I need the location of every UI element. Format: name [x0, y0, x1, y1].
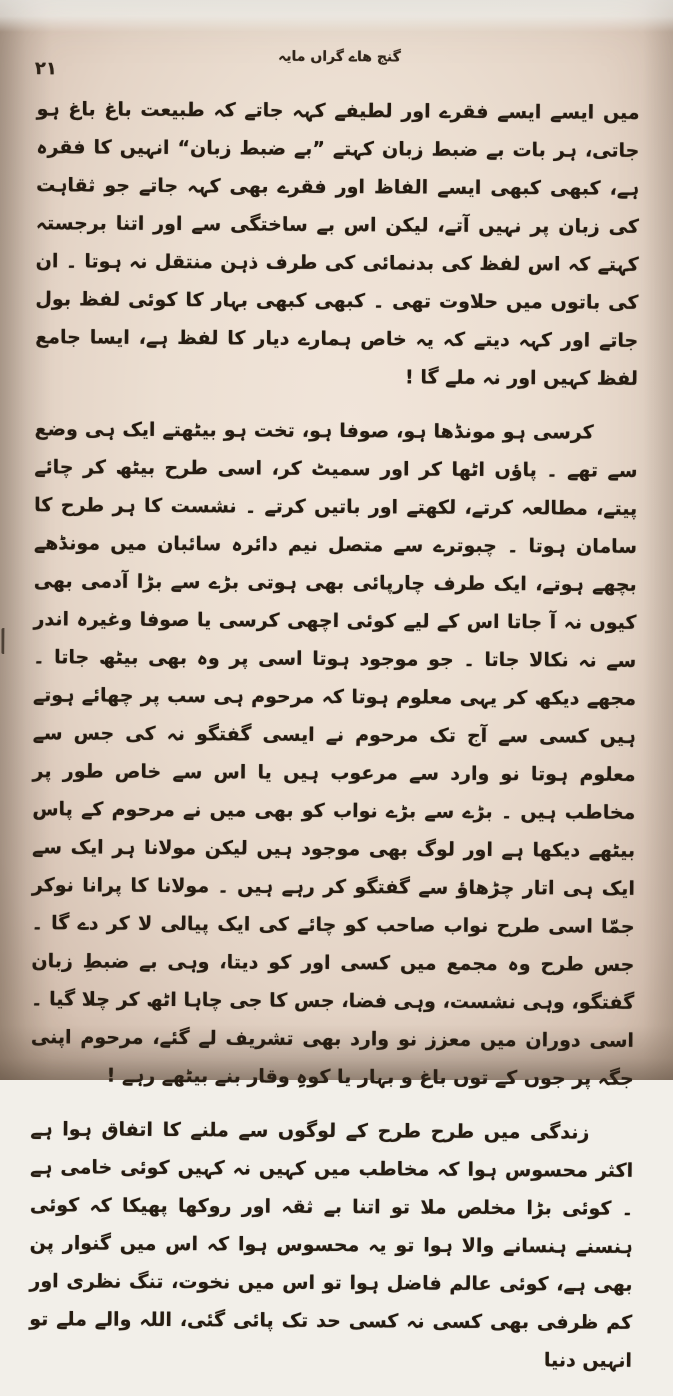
paragraph-2: کرسی ہو مونڈھا ہو، صوفا ہو، تخت ہو بیٹھتے ایک ہی وضع سے تھے ۔ پاؤں اٹھا کر اور سمیٹ کر، اسی طرح بیٹھ کر چائے پیتے، مطالعہ کرتے، لکھتے اور باتیں کرتے ۔ نشست کا ہر طرح کا سامان ہوتا ۔ چبوترے سے متصل نیم دائرہ سائبان میں مونڈھے بچھے ہوتے، ایک طرف چارپائی بھی ہوتی بڑے سے بڑا آدمی بھی کیوں نہ آ جاتا اس کے لیے کوئی اچھی کرسی یا صوفا وغیرہ اندر سے نہ نکالا جاتا ۔ جو موجود ہوتا اسی پر وہ بھی بیٹھ جاتا ۔ مجھے دیکھ کر یہی معلوم ہوتا کہ مرحوم ہی سب پر چھائے ہوتے ہیں کسی سے آج تک مرحوم نے ایسی گفتگو نہ کی جس سے معلوم ہوتا نو وارد سے مرعوب ہیں یا اس سے خاص طور پر مخاطب ہیں ۔ بڑے سے بڑے نواب کو بھی میں نے مرحوم کے پاس بیٹھے دیکھا ہے اور لوگ بھی موجود ہیں لیکن مولانا ہر ایک سے ایک ہی اتار چڑھاؤ سے گفتگو کر رہے ہیں ۔ مولانا کا پرانا نوکر جمّا اسی طرح نواب صاحب کو چائے کی ایک پیالی لا کر دے گا ۔ جس طرح وہ مجمع میں کسی اور کو دیتا، وہی بے ضبطِ زبان گفتگو، وہی نشست، وہی فضا، جس کا جی چاہا اٹھ کر چلا گیا ۔ اسی دوران میں معزز نو وارد بھی تشریف لے گئے، مرحوم اپنی جگہ پر جوں کے توں باغ و بہار یا کوہِ وقار بنے بیٹھے رہے !	[30, 418, 638, 1090]
paragraph-1: میں ایسے ایسے فقرے اور لطیفے کہہ جاتے کہ طبیعت باغ باغ ہو جاتی، ہر بات بے ضبط زبان کہتے ”بے ضبط زبان“ انہیں کا فقرہ ہے، کبھی کبھی ایسے الفاظ اور فقرے بھی کہہ جاتے جو ثقاہت کی زبان پر نہیں آتے، لیکن اس بے ساختگی سے اور اتنا برجستہ کہتے کہ اس لفظ کی بدنمائی کی طرف ذہن منتقل نہ ہوتا ۔ ان کی باتوں میں حلاوت تھی ۔ کبھی کبھی بہار کا کوئی لفظ بول جاتے اور کہہ دیتے کہ یہ خاص ہمارے دیار کا لفظ ہے، ایسا جامع لفظ کہیں اور نہ ملے گا !	[35, 98, 640, 390]
page-body	[29, 90, 640, 1396]
scan-artifact-mark	[1, 628, 8, 654]
book-title-header: گنج هاے گراں مایہ	[278, 48, 401, 66]
paragraph-3: زندگی میں طرح طرح کے لوگوں سے ملنے کا اتفاق ہوا ہے اکثر محسوس ہوا کہ مخاطب میں کہیں نہ کہیں کوئی خامی ہے ۔ کوئی بڑا مخلص ملا تو اتنا بے ثقہ اور روکھا پھیکا کہ کوئی ہنسنے ہنسانے والا ہوا تو یہ محسوس ہوا کہ اس میں گنوار پن بھی ہے، کوئی عالم فاضل ہوا تو اس میں نخوت، تنگ نظری اور کم ظرفی بھی کسی نہ کسی حد تک پائی گئی، اللہ والے ملے تو انہیں دنیا	[29, 1118, 634, 1372]
page-header	[3, 44, 673, 67]
page-number: ۲۱	[34, 58, 57, 80]
